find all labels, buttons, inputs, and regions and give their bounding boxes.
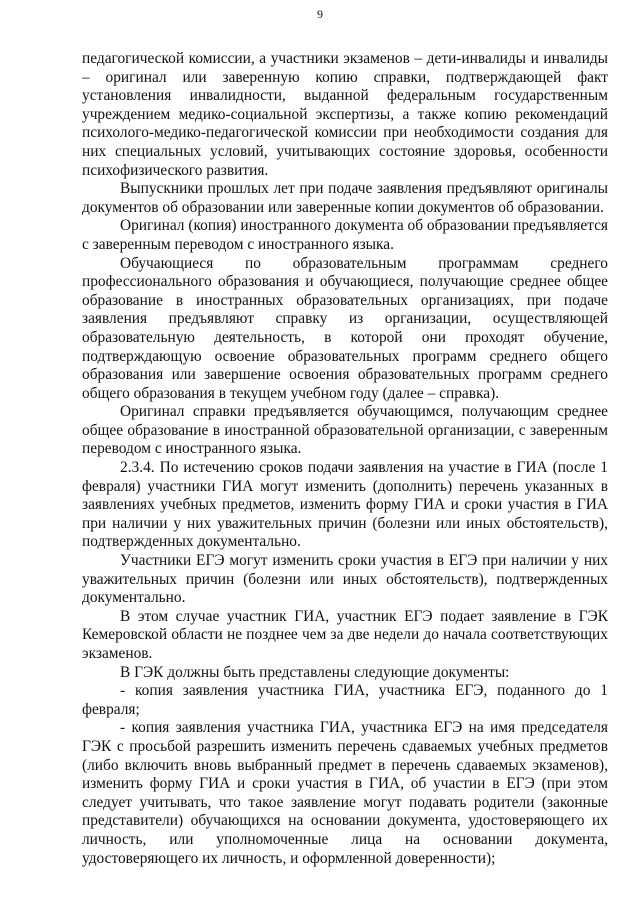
paragraph: Участники ЕГЭ могут изменить сроки участия в ЕГЭ при наличии у них уважительных причин (болезни или иных обстоятельств), подтвержденных документально. — [82, 552, 608, 607]
paragraph: В этом случае участник ГИА, участник ЕГЭ подает заявление в ГЭК Кемеровской области не позднее чем за две недели до начала соответствующих экзаменов. — [82, 607, 608, 662]
paragraph: Оригинал справки предъявляется обучающимся, получающим среднее общее образование в иностранной образовательной организации, с заверенным переводом с иностранного языка. — [82, 403, 608, 458]
list-item: - копия заявления участника ГИА, участника ЕГЭ, поданного до 1 февраля; — [82, 682, 608, 718]
paragraph: Выпускники прошлых лет при подаче заявления предъявляют оригиналы документов об образовании или заверенные копии документов об образовании. — [82, 180, 608, 216]
paragraph: педагогической комиссии, а участники экзаменов – дети-инвалиды и инвалиды – оригинал или заверенную копию справки, подтверждающей факт установления инвалидности, выданной федеральным государственным учреждением медико-социальной экспертизы, а также копию рекомендаций психолого-медико-педагогической комиссии при необходимости создания для них специальных условий, учитывающих состояние здоровья, особенности психофизического развития. — [82, 50, 608, 179]
section-paragraph-2-3-4: 2.3.4. По истечению сроков подачи заявления на участие в ГИА (после 1 февраля) участники ГИА могут изменить (дополнить) перечень указанных в заявлениях учебных предметов, изменить форму ГИА и сроки участия в ГИА при наличии у них уважительных причин (болезни или иных обстоятельств), подтвержденных документально. — [82, 459, 608, 551]
body-text — [82, 50, 608, 868]
paragraph: Оригинал (копия) иностранного документа об образовании предъявляется с заверенным переводом с иностранного языка. — [82, 217, 608, 253]
paragraph: Обучающиеся по образовательным программам среднего профессионального образования и обучающиеся, получающие среднее общее образование в иностранных образовательных организациях, при подаче заявления предъявляют справку из организации, осуществляющей образовательную деятельность, в которой они проходят обучение, подтверждающую освоение образовательных программ среднего общего образования или завершение освоения образовательных программ среднего общего образования в текущем учебном году (далее – справка). — [82, 254, 608, 402]
page-number: 9 — [317, 7, 323, 21]
paragraph: В ГЭК должны быть представлены следующие документы: — [120, 663, 510, 681]
list-item: - копия заявления участника ГИА, участника ЕГЭ на имя председателя ГЭК с просьбой разрешить изменить перечень сдаваемых учебных предметов (либо включить вновь выбранный предмет в перечень сдаваемых экзаменов), изменить форму ГИА и сроки участия в ГИА, об участии в ЕГЭ (при этом следует учитывать, что такое заявление могут подавать родители (законные представители) обучающихся на основании документа, удостоверяющего их личность, или уполномоченные лица на основании документа, удостоверяющего их личность, и оформленной доверенности); — [82, 719, 608, 867]
